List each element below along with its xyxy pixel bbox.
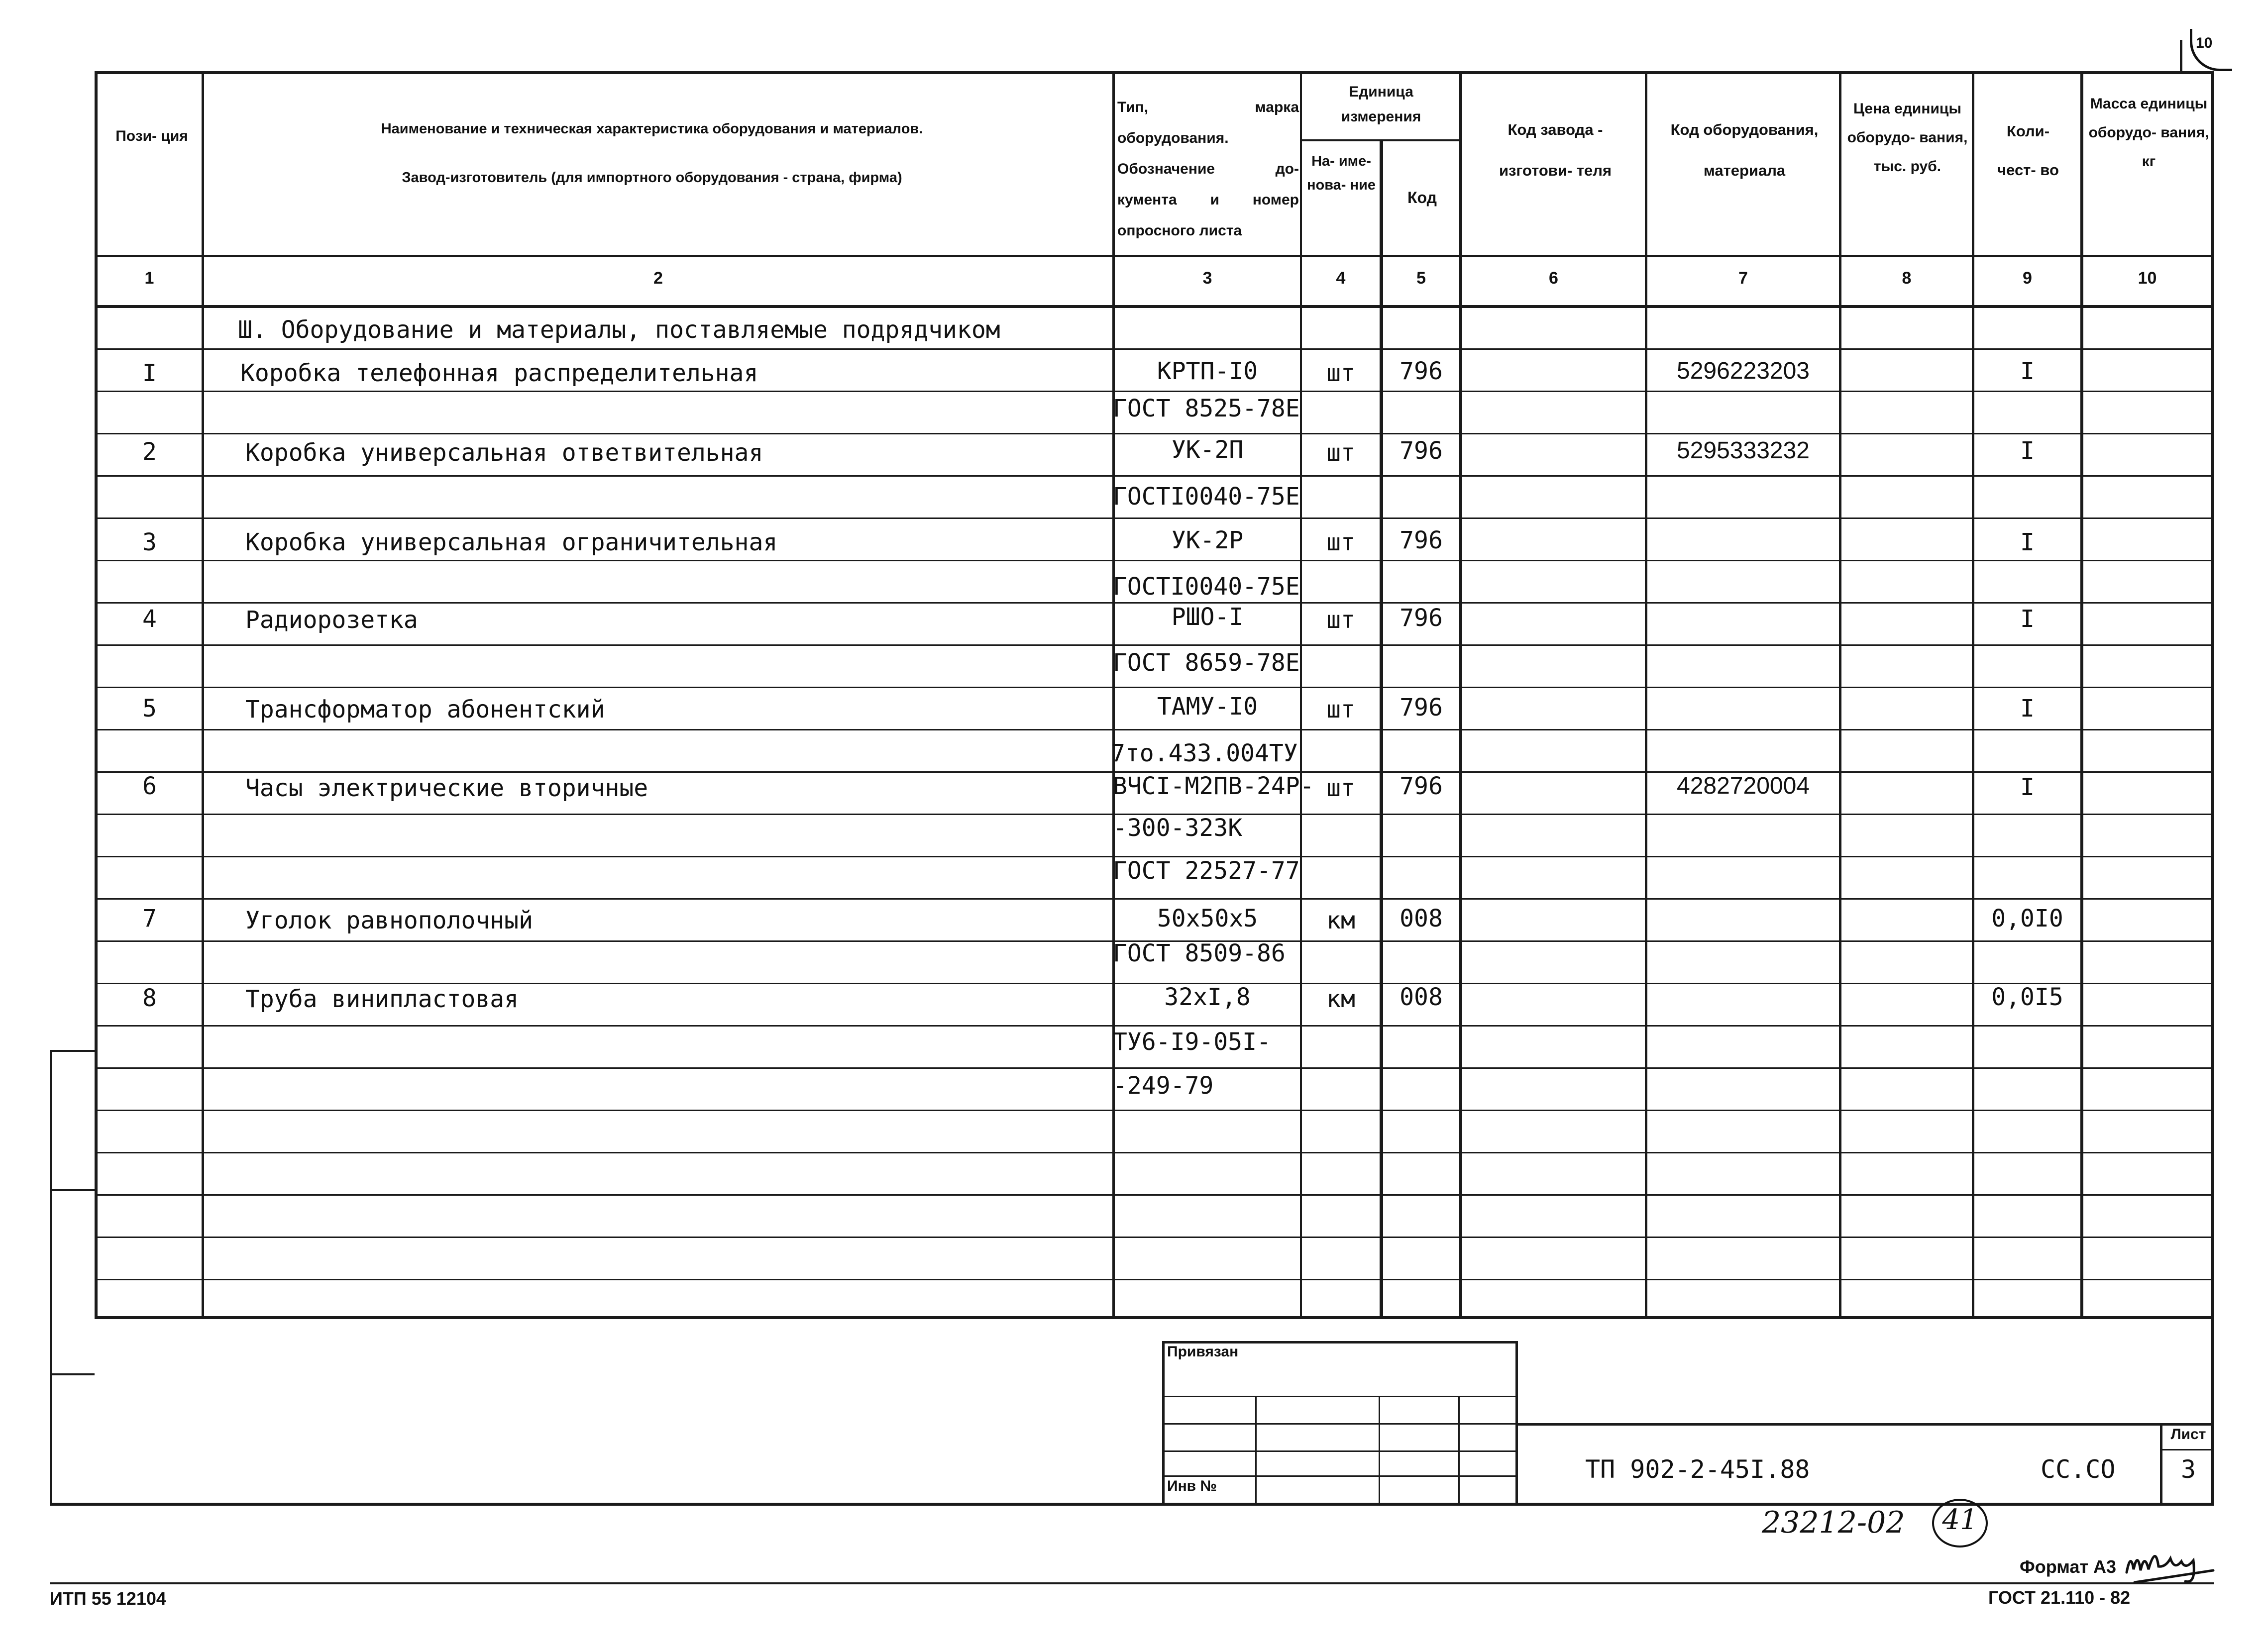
header-qty: Коли- чест- во (1997, 122, 2059, 179)
row-unit-code: 796 (1400, 604, 1443, 632)
row-unit: км (1326, 907, 1355, 934)
row-type: УК-2Р (1171, 526, 1244, 554)
row-type: ТАМУ-I0 (1157, 693, 1258, 721)
stamp-line (50, 1050, 95, 1052)
sheet-number: 3 (2180, 1455, 2196, 1484)
gost-label: ГОСТ 21.110 - 82 (1988, 1587, 2131, 1608)
stamp-line (1162, 1450, 1518, 1452)
row-type: РШО-I (1171, 603, 1244, 631)
document-mark: СС.СО (2041, 1455, 2116, 1484)
row-line (95, 560, 2214, 561)
row-name: Трансформатор абонентский (245, 696, 605, 723)
row-type: 50х50х5 (1157, 905, 1258, 932)
stamp-line (50, 1373, 95, 1375)
row-unit-code: 796 (1400, 357, 1443, 385)
col-number: 5 (1416, 269, 1426, 288)
header-name: Наименование и техническая характеристика оборудования и материалов. (381, 121, 923, 137)
footer-line (50, 1582, 2214, 1584)
header-name-sub: Завод-изготовитель (для импортного оборудования - страна, фирма) (402, 170, 902, 186)
section-title: Ш. Оборудование и материалы, поставляемые подрядчиком (238, 316, 1000, 344)
row-name: Часы электрические вторичные (245, 774, 648, 802)
row-qty: I (2020, 695, 2035, 723)
row-position: 2 (142, 438, 157, 466)
col-number: 10 (2138, 269, 2157, 288)
col-number: 1 (144, 269, 154, 288)
row-unit-code: 796 (1400, 437, 1443, 465)
row-type: 7то.433.004ТУ (1111, 739, 1298, 767)
row-line (95, 644, 2214, 646)
row-position: 4 (142, 605, 157, 633)
stamp-line (50, 1189, 95, 1191)
stamp-line (1162, 1396, 1518, 1397)
col-number: 4 (1336, 269, 1346, 288)
itp-label: ИТП 55 12104 (50, 1588, 166, 1609)
row-name: Коробка телефонная распределительная (240, 359, 758, 387)
sheet-label: Лист (2170, 1426, 2206, 1443)
col-number: 2 (653, 269, 663, 288)
row-type: 32хI,8 (1164, 983, 1251, 1011)
row-position: 8 (142, 984, 157, 1012)
row-type: ГОСТ 8659-78Е (1113, 649, 1300, 677)
header-unit: Единица измерения (1341, 84, 1421, 125)
row-unit-code: 008 (1400, 905, 1443, 932)
col-line (2080, 71, 2083, 1319)
header-price: Цена единицы оборудо- вания, тыс. руб. (1847, 101, 1968, 175)
row-position: 6 (142, 772, 157, 800)
signature-icon (2123, 1542, 2217, 1586)
stamp-line (2160, 1449, 2214, 1450)
row-line (95, 1067, 2214, 1069)
row-position: 3 (142, 528, 157, 556)
row-unit-code: 796 (1400, 772, 1443, 800)
row-unit: шт (1326, 774, 1355, 802)
col-line (202, 71, 204, 1319)
stamp-line (1162, 1475, 1518, 1477)
row-unit: км (1326, 985, 1355, 1013)
row-type: ВЧСI-М2ПВ-24Р- (1113, 772, 1314, 800)
row-line (95, 1110, 2214, 1111)
format-label: Формат А3 (2020, 1556, 2117, 1577)
row-unit: шт (1326, 439, 1355, 467)
row-line (95, 1025, 2214, 1027)
row-name: Труба винипластовая (245, 985, 519, 1013)
row-unit: шт (1326, 696, 1355, 723)
row-unit-code: 796 (1400, 694, 1443, 722)
row-type: УК-2П (1171, 436, 1244, 464)
row-line (95, 1152, 2214, 1153)
row-line (95, 348, 2214, 350)
header-unit-code: Код (1407, 189, 1437, 206)
row-line (95, 391, 2214, 392)
stamp-line (1255, 1396, 1257, 1505)
row-equip-code: 4282720004 (1677, 773, 1810, 799)
header-unit-name: На- име- нова- ние (1307, 153, 1376, 193)
archive-number: 23212-02 (1762, 1505, 1905, 1540)
col-line (1839, 71, 1841, 1319)
row-name: Коробка универсальная ограничительная (245, 528, 778, 556)
row-line (95, 433, 2214, 434)
row-qty: I (2020, 528, 2035, 556)
row-line (95, 475, 2214, 477)
stamp-line (1515, 1423, 2214, 1426)
row-position: I (142, 359, 157, 387)
row-type: ГОСТI0040-75Е (1113, 483, 1300, 511)
stamp-line (1458, 1396, 1460, 1505)
colnum-bottom-line (95, 305, 2214, 308)
row-type: ГОСТ 8509-86 (1113, 939, 1286, 967)
header-position: Пози- ция (115, 128, 188, 144)
table-top-border (95, 71, 2214, 74)
header-maker-code: Код завода - изготови- теля (1499, 121, 1612, 179)
row-equip-code: 5295333232 (1677, 437, 1810, 464)
row-line (95, 1237, 2214, 1238)
row-unit: шт (1326, 606, 1355, 634)
col-number: 9 (2023, 269, 2032, 288)
row-position: 5 (142, 695, 157, 723)
row-name: Коробка универсальная ответвительная (245, 439, 763, 467)
row-unit-code: 796 (1400, 526, 1443, 554)
col-line (1380, 139, 1383, 1319)
stamp-line (50, 1050, 52, 1506)
row-type: -249-79 (1113, 1072, 1214, 1100)
row-line (95, 729, 2214, 730)
row-line (95, 898, 2214, 900)
row-type: ТУ6-I9-05I- (1113, 1028, 1271, 1056)
document-number: ТП 902-2-45I.88 (1585, 1455, 1810, 1484)
row-equip-code: 5296223203 (1677, 358, 1810, 384)
row-type: КРТП-I0 (1157, 357, 1258, 385)
header-equip-code: Код оборудования, материала (1670, 121, 1819, 179)
corner-mark-number: 10 (2196, 35, 2213, 51)
row-name: Радиорозетка (245, 606, 418, 634)
stamp-line (1162, 1423, 1518, 1425)
stamp-line (1379, 1396, 1380, 1505)
col-line (1645, 71, 1647, 1319)
col-number: 3 (1202, 269, 1212, 288)
row-unit-code: 008 (1400, 983, 1443, 1011)
row-type: -300-323К (1113, 814, 1243, 842)
signature (2123, 1542, 2217, 1588)
row-type: ГОСТ 8525-78Е (1113, 395, 1300, 422)
inventory-label: Инв № (1167, 1478, 1217, 1494)
row-type: ГОСТI0040-75Е (1113, 573, 1300, 601)
row-line (95, 517, 2214, 519)
row-type: ГОСТ 22527-77 (1113, 857, 1300, 885)
header-type: Тип, марка оборудования. Обозначение до- кумента и номер опросного листа (1117, 99, 1299, 239)
header-bottom-line (95, 255, 2214, 257)
page-circle-number: 41 (1942, 1504, 1978, 1536)
col-number: 6 (1549, 269, 1558, 288)
bound-label: Привязан (1167, 1343, 1239, 1360)
row-qty: I (2020, 357, 2035, 385)
row-position: 7 (142, 905, 157, 932)
row-line (95, 1279, 2214, 1280)
col-number: 8 (1902, 269, 1912, 288)
row-unit: шт (1326, 528, 1355, 556)
row-qty: I (2020, 605, 2035, 633)
col-line (1300, 71, 1302, 1319)
row-unit: шт (1326, 359, 1355, 387)
row-qty: 0,0I5 (1991, 983, 2063, 1011)
row-line (95, 1194, 2214, 1196)
col-line (2211, 71, 2214, 1506)
row-name: Уголок равнополочный (245, 907, 533, 934)
table-bottom-border (95, 1316, 2214, 1319)
row-line (95, 687, 2214, 688)
col-line (1459, 71, 1462, 1319)
corner-tick (2180, 40, 2182, 73)
row-qty: 0,0I0 (1991, 905, 2063, 932)
row-qty: I (2020, 773, 2035, 801)
col-number: 7 (1738, 269, 1748, 288)
header-mass: Масса единицы оборудо- вания, кг (2088, 96, 2209, 170)
row-qty: I (2020, 437, 2035, 465)
